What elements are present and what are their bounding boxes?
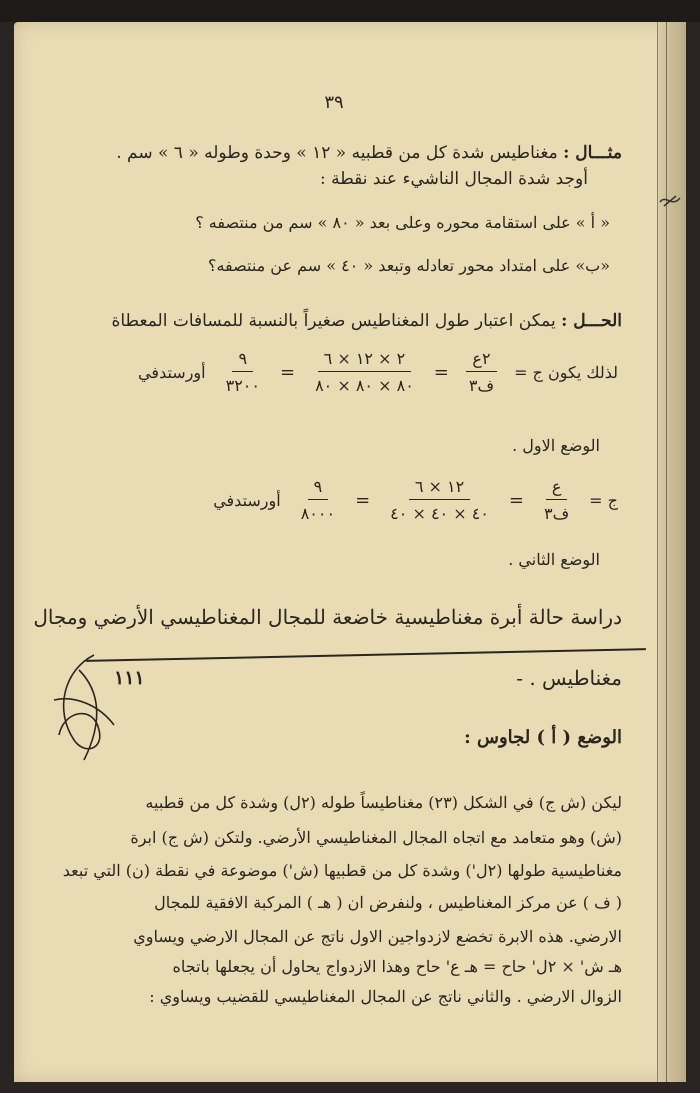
fraction-formula: $\frac{\text{٢ع}}{\text{ف٣}}$: [463, 349, 500, 395]
scan-top-edge: [0, 0, 700, 22]
page-number: ٣٩: [324, 92, 344, 113]
example-line: [116, 142, 622, 164]
equation-prefix: لذلك يكون ج =: [514, 362, 618, 382]
fraction-result: $\frac{٩}{٨٠٠٠}$: [300, 477, 336, 523]
example-text: مغناطيس شدة كل من قطبيه « ١٢ » وحدة وطوله « ٦ » سم .: [116, 143, 558, 163]
fraction-formula: $\frac{\text{ع}}{\text{ف٣}}$: [543, 477, 570, 523]
paragraph-line: ( ف ) عن مركز المغناطيس ، ولنفرض ان ( هـ ) المركبة الافقية للمجال: [154, 893, 622, 912]
equation-prefix: ج =: [589, 490, 618, 510]
page-gutter: [657, 22, 686, 1082]
section-title-continued: مغناطيس . -: [516, 666, 622, 690]
section-underline: [86, 648, 646, 662]
paragraph-line: الزوال الارضي . والثاني ناتج عن المجال المغناطيسي للقضيب ويساوي :: [149, 987, 622, 1006]
handwritten-number: ١١١: [114, 667, 145, 689]
equation-first: لذلك يكون ج = $\frac{\text{٢ع}}{\text{ف٣}}$ = $\frac{٢ \times ١٢ \times ٦}{٨٠ \times ٨٠ \times ٨٠}$ = $\frac{٩}{٣٢٠٠}$ أورستدفي: [138, 349, 618, 395]
equation-unit: أورستدفي: [138, 362, 206, 382]
paragraph-line: ليكن (ش ج) في الشكل (٢٣) مغناطيساً طوله (٢ل) وشدة كل من قطبيه: [145, 793, 622, 812]
section-title: دراسة حالة أبرة مغناطيسية خاضعة للمجال المغناطيسي الأرضي ومجال: [33, 605, 622, 629]
book-page: [14, 22, 686, 1082]
fraction-result: $\frac{٩}{٣٢٠٠}$: [225, 349, 260, 395]
paragraph-line: (ش) وهو متعامد مع اتجاه المجال المغناطيسي الأرضي. ولتكن (ش ج) ابرة: [130, 828, 622, 847]
position-first: الوضع الاول .: [512, 436, 600, 455]
find-text: أوجد شدة المجال الناشيء عند نقطة :: [319, 169, 588, 189]
equation-unit: أورستدفي: [213, 490, 281, 510]
paragraph-line: مغناطيسية طولها (٢ل') وشدة كل من قطبيها (ش') موضوعة في نقطة (ن) التي تبعد: [62, 861, 622, 880]
solution-label: الحـــل :: [561, 311, 622, 331]
fraction-substituted: $\frac{٢ \times ١٢ \times ٦}{٨٠ \times ٨٠ \times ٨٠}$: [315, 349, 414, 395]
solution-text: يمكن اعتبار طول المغناطيس صغيراً بالنسبة للمسافات المعطاة: [111, 311, 556, 331]
question-a: « أ » على استقامة محوره وعلى بعد « ٨٠ » سم من منتصفه ؟: [195, 213, 610, 232]
position-second: الوضع الثاني .: [508, 550, 600, 569]
equation-second: ج = $\frac{\text{ع}}{\text{ف٣}}$ = $\frac{١٢ \times ٦}{٤٠ \times ٤٠ \times ٤٠}$ = $\frac{٩}{٨٠٠٠}$ أورستدفي: [213, 477, 618, 523]
fraction-substituted: $\frac{١٢ \times ٦}{٤٠ \times ٤٠ \times ٤٠}$: [390, 477, 489, 523]
paragraph-line: الارضي. هذه الابرة تخضع لازدواجين الاول ناتج عن المجال الارضي ويساوي: [133, 927, 622, 946]
gauss-heading: الوضع ( أ ) لجاوس :: [464, 727, 622, 748]
ink-mark-icon: [658, 192, 682, 212]
handwritten-scribble-icon: [44, 650, 119, 765]
example-label: مثـــال :: [563, 143, 622, 163]
paragraph-line: هـ ش' × ٢ل' حاح = هـ ع' حاح وهذا الازدواج يحاول أن يجعلها باتجاه: [172, 957, 622, 976]
question-b: «ب» على امتداد محور تعادله وتبعد « ٤٠ » سم عن منتصفه؟: [207, 256, 610, 275]
solution-line: [111, 310, 622, 332]
